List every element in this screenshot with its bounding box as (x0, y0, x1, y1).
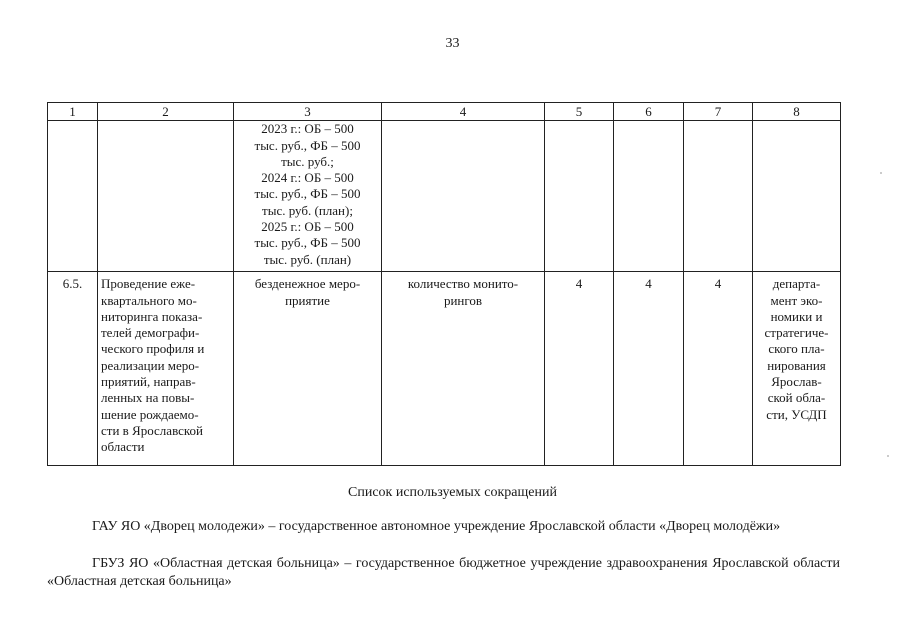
table-cell (614, 121, 684, 272)
description-line: ниторинга показа- (101, 308, 203, 324)
description-line: шение рождаемо- (101, 406, 199, 422)
executor-line: ской обла- (767, 390, 826, 406)
funding-cell (234, 121, 382, 272)
description-line: приятий, направ- (101, 374, 196, 390)
table-cell (684, 121, 753, 272)
header-cell: 1 (48, 103, 98, 121)
value-cell: 4 (684, 272, 753, 466)
value-cell: 4 (545, 272, 614, 466)
funding-line: 2023 г.: ОБ – 500 (261, 121, 354, 137)
description-line: телей демографи- (101, 325, 200, 341)
header-cell: 7 (684, 103, 753, 121)
funding-line: тыс. руб.; (281, 153, 334, 169)
description-line: ческого профиля и (101, 341, 205, 357)
abbreviation-item (47, 518, 840, 536)
header-cell: 6 (614, 103, 684, 121)
page-number: 33 (445, 36, 460, 51)
funding-line: тыс. руб. (план) (263, 251, 352, 267)
indicator-line: количество монито- (407, 276, 519, 292)
funding-line: тыс. руб., ФБ – 500 (254, 235, 361, 251)
scan-speck (880, 172, 882, 174)
description-line: Проведение еже- (101, 276, 196, 292)
row-number: 6.5. (48, 272, 98, 466)
funding-line: приятие (285, 292, 330, 308)
table-cell (545, 121, 614, 272)
executor-line: Ярослав- (771, 374, 822, 390)
header-cell: 8 (753, 103, 841, 121)
measure-description (98, 272, 234, 466)
table-cell (753, 121, 841, 272)
executor-cell (753, 272, 841, 466)
executor-line: сти, УСДП (766, 406, 827, 422)
executor-line: нирования (767, 357, 826, 373)
description-line: ленных на повы- (101, 390, 195, 406)
table-cell (98, 121, 234, 272)
scan-speck (887, 455, 889, 457)
executor-line: департа- (772, 276, 821, 292)
measures-table (47, 102, 841, 466)
executor-line: ского пла- (768, 341, 825, 357)
table-cell (48, 121, 98, 272)
funding-line: тыс. руб., ФБ – 500 (254, 186, 361, 202)
description-line: реализации меро- (101, 357, 200, 373)
abbreviation-text: ГБУЗ ЯО «Областная детская больница» – государственное бюджетное учреждение здравоохранения Ярославской области «Областная детская больница» (47, 556, 840, 589)
abbreviations-title: Список используемых сокращений (348, 485, 557, 500)
funding-cell (234, 272, 382, 466)
funding-line: безденежное меро- (254, 276, 361, 292)
executor-line: мент эко- (770, 292, 823, 308)
funding-line: 2025 г.: ОБ – 500 (261, 219, 354, 235)
indicator-cell (382, 272, 545, 466)
description-line: квартального мо- (101, 292, 197, 308)
indicator-line: рингов (443, 292, 483, 308)
value-cell: 4 (614, 272, 684, 466)
header-cell: 3 (234, 103, 382, 121)
executor-line: стратегиче- (764, 325, 829, 341)
header-cell: 5 (545, 103, 614, 121)
funding-line: тыс. руб., ФБ – 500 (254, 137, 361, 153)
table-cell (382, 121, 545, 272)
header-cell: 2 (98, 103, 234, 121)
abbreviation-item (47, 555, 840, 590)
header-cell: 4 (382, 103, 545, 121)
table-header-row (48, 103, 841, 121)
funding-line: 2024 г.: ОБ – 500 (261, 170, 354, 186)
table-row (48, 121, 841, 272)
description-line: сти в Ярославской (101, 422, 204, 438)
funding-line: тыс. руб. (план); (262, 202, 353, 218)
table-row (48, 272, 841, 466)
abbreviation-text: ГАУ ЯО «Дворец молодежи» – государственное автономное учреждение Ярославской области «Дворец молодёжи» (92, 519, 781, 534)
description-line: области (101, 439, 145, 455)
executor-line: номики и (770, 308, 823, 324)
